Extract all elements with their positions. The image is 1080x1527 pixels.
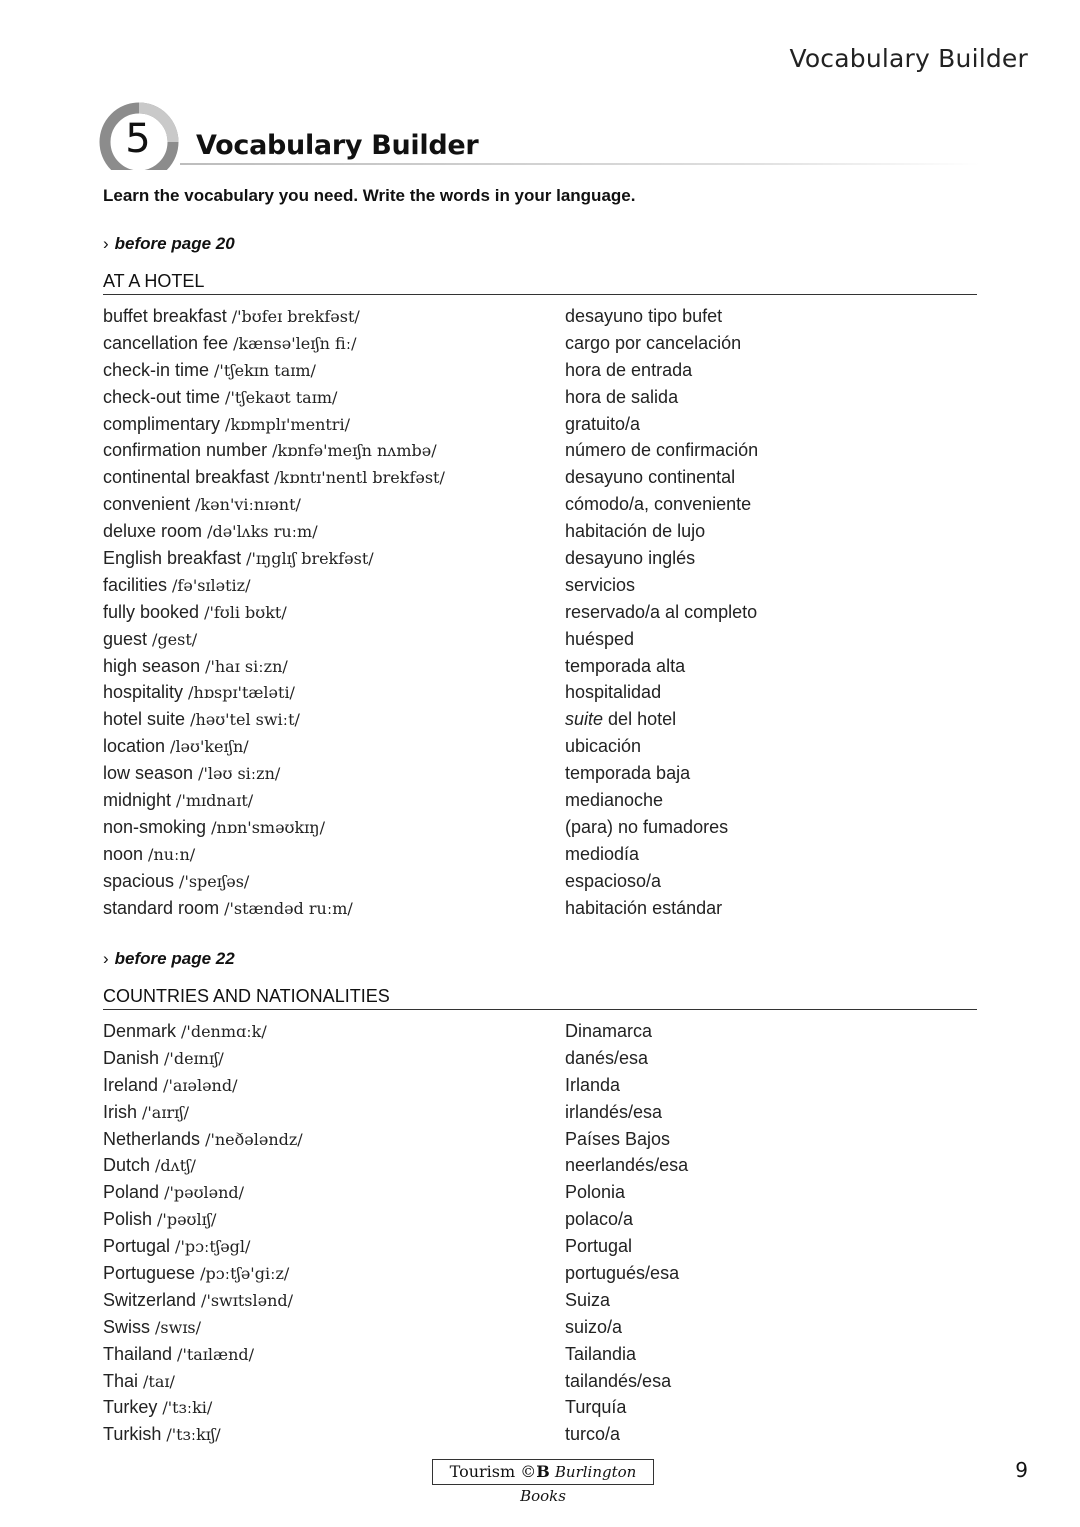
- vocab-translation-text: neerlandés/esa: [565, 1155, 689, 1176]
- vocab-translation: [565, 898, 722, 919]
- section-marker-label: before page 22: [114, 949, 235, 968]
- vocab-translation-text: Dinamarca: [565, 1020, 653, 1041]
- vocab-translation-text: hospitalidad: [565, 682, 662, 703]
- vocab-translation: [565, 1129, 670, 1150]
- vocab-translation: [565, 414, 640, 435]
- vocab-translation-text: tailandés/esa: [565, 1370, 672, 1391]
- section-heading: COUNTRIES AND NATIONALITIES: [103, 986, 390, 1006]
- vocab-term: [103, 682, 565, 703]
- vocab-word: Portuguese: [103, 1262, 196, 1283]
- vocab-pronunciation: /swɪs/: [155, 1317, 202, 1337]
- vocab-translation-text: mediodía: [565, 843, 640, 864]
- list-item: [103, 572, 977, 599]
- list-item: [103, 868, 977, 895]
- vocab-pronunciation: /'denmɑːk/: [181, 1021, 267, 1041]
- vocab-term: [103, 1021, 565, 1042]
- vocab-pronunciation: /'aɪrɪʃ/: [142, 1102, 189, 1122]
- vocab-pronunciation: /'bʊfeɪ brekfəst/: [231, 306, 360, 326]
- vocab-translation-text: desayuno continental: [565, 467, 736, 488]
- vocab-translation: [565, 521, 705, 542]
- vocab-term: [103, 736, 565, 757]
- list-item: [103, 1179, 977, 1206]
- vocab-term: [103, 1371, 565, 1392]
- vocab-pronunciation: /pɔːtʃə'giːz/: [200, 1263, 290, 1283]
- list-item: [103, 1126, 977, 1153]
- vocab-word: facilities: [103, 574, 168, 595]
- list-item: [103, 518, 977, 545]
- vocab-pronunciation: /'pɔːtʃəgl/: [175, 1237, 251, 1257]
- vocab-word: low season: [103, 763, 194, 784]
- vocab-pronunciation: /'ɪŋglɪʃ brekfəst/: [246, 548, 374, 568]
- vocab-translation-text: huésped: [565, 628, 635, 649]
- vocab-translation: [565, 1236, 632, 1257]
- list-item: [103, 357, 977, 384]
- list-item: [103, 437, 977, 464]
- vocab-word: high season: [103, 655, 201, 676]
- vocab-word: continental breakfast: [103, 467, 270, 488]
- vocab-translation: [565, 709, 676, 730]
- vocab-pronunciation: /dʌtʃ/: [155, 1156, 196, 1176]
- vocab-translation-text: portugués/esa: [565, 1262, 680, 1283]
- vocab-translation: [565, 763, 690, 784]
- list-item: [103, 841, 977, 868]
- vocab-term: [103, 360, 565, 381]
- list-item: [103, 303, 977, 330]
- vocab-term: [103, 1129, 565, 1150]
- list-item: [103, 1072, 977, 1099]
- vocab-translation-text: suizo/a: [565, 1316, 623, 1337]
- vocab-translation: [565, 440, 758, 461]
- list-item: [103, 411, 977, 438]
- vocab-translation-text: medianoche: [565, 789, 664, 810]
- vocab-word: deluxe room: [103, 521, 203, 542]
- title-rule: [180, 163, 980, 165]
- vocab-pronunciation: /'tʃekɪn taɪm/: [214, 360, 316, 380]
- footer-credit: [432, 1459, 654, 1505]
- vocab-translation-text: cómodo/a, conveniente: [565, 494, 752, 515]
- vocab-translation: [565, 1209, 633, 1230]
- list-item: [103, 1341, 977, 1368]
- list-item: [103, 545, 977, 572]
- list-item: [103, 1206, 977, 1233]
- vocab-word: hospitality: [103, 682, 184, 703]
- vocab-translation: [565, 1155, 688, 1176]
- footer-publisher: Burlington Books: [520, 1463, 637, 1505]
- vocab-translation-text: Portugal: [565, 1236, 633, 1257]
- vocab-term: [103, 763, 565, 784]
- vocab-term: [103, 1397, 565, 1418]
- list-item: [103, 1233, 977, 1260]
- vocab-word: Denmark: [103, 1020, 177, 1041]
- vocab-word: complimentary: [103, 413, 221, 434]
- vocab-translation-text: desayuno inglés: [565, 547, 696, 568]
- vocab-translation-text: número de confirmación: [565, 440, 759, 461]
- vocab-word: Swiss: [103, 1316, 151, 1337]
- vocab-translation-text: Suiza: [565, 1289, 611, 1310]
- vocab-list-countries: [103, 1018, 977, 1448]
- vocab-word: Ireland: [103, 1074, 159, 1095]
- vocab-term: [103, 871, 565, 892]
- vocab-translation-text: del hotel: [608, 709, 677, 730]
- vocab-word: English breakfast: [103, 547, 242, 568]
- vocab-term: [103, 467, 565, 488]
- vocab-pronunciation: /'pəʊlənd/: [164, 1183, 245, 1203]
- vocab-translation: [565, 360, 692, 381]
- vocab-term: [103, 1263, 565, 1284]
- vocab-list-hotel: [103, 303, 977, 921]
- vocab-translation-text: ubicación: [565, 736, 642, 757]
- vocab-term: [103, 548, 565, 569]
- vocab-term: [103, 387, 565, 408]
- vocab-term: [103, 1424, 565, 1445]
- vocab-word: fully booked: [103, 601, 200, 622]
- vocab-term: [103, 1236, 565, 1257]
- vocab-pronunciation: /ləʊ'keɪʃn/: [170, 737, 249, 757]
- vocab-translation: [565, 602, 757, 623]
- vocab-translation: [565, 1021, 652, 1042]
- vocab-term: [103, 790, 565, 811]
- vocab-translation-text: temporada baja: [565, 763, 691, 784]
- list-item: [103, 1099, 977, 1126]
- vocab-translation-text: hora de salida: [565, 386, 679, 407]
- vocab-word: spacious: [103, 870, 175, 891]
- vocab-term: [103, 414, 565, 435]
- vocab-term: [103, 1209, 565, 1230]
- vocab-term: [103, 494, 565, 515]
- footer-copyright: ©: [520, 1462, 537, 1481]
- vocab-word: Dutch: [103, 1155, 151, 1176]
- vocab-translation: [565, 387, 678, 408]
- vocab-word: midnight: [103, 789, 172, 810]
- vocab-word: non-smoking: [103, 816, 207, 837]
- vocab-translation: [565, 1182, 625, 1203]
- vocab-term: [103, 1075, 565, 1096]
- vocab-translation: [565, 494, 751, 515]
- vocab-word: Switzerland: [103, 1289, 197, 1310]
- running-header: Vocabulary Builder: [789, 44, 1028, 73]
- list-item: [103, 1152, 977, 1179]
- vocab-translation: [565, 871, 661, 892]
- vocab-pronunciation: /'stændəd ruːm/: [224, 898, 353, 918]
- vocab-translation-text: reservado/a al completo: [565, 601, 758, 622]
- vocab-word: location: [103, 736, 166, 757]
- list-item: [103, 814, 977, 841]
- vocab-translation: [565, 467, 735, 488]
- vocab-translation-text: espacioso/a: [565, 870, 662, 891]
- vocab-word: Poland: [103, 1182, 160, 1203]
- vocab-word: Turkey: [103, 1397, 158, 1418]
- vocab-word: check-out time: [103, 386, 221, 407]
- vocab-term: [103, 602, 565, 623]
- list-item: [103, 464, 977, 491]
- vocab-translation-text: desayuno tipo bufet: [565, 305, 723, 326]
- vocab-pronunciation: /'swɪtslənd/: [201, 1290, 294, 1310]
- list-item: [103, 760, 977, 787]
- vocab-translation-text: (para) no fumadores: [565, 816, 729, 837]
- vocab-pronunciation: /'haɪ siːzn/: [205, 656, 288, 676]
- vocab-term: [103, 709, 565, 730]
- vocab-pronunciation: /'neðələndz/: [205, 1129, 303, 1149]
- publisher-logo: B: [536, 1462, 550, 1481]
- vocab-word: Thai: [103, 1370, 139, 1391]
- vocab-term: [103, 306, 565, 327]
- vocab-word: hotel suite: [103, 709, 186, 730]
- page-number: 9: [1015, 1458, 1028, 1482]
- vocab-term: [103, 575, 565, 596]
- vocab-term: [103, 817, 565, 838]
- vocab-translation-text: servicios: [565, 574, 636, 595]
- list-item: [103, 491, 977, 518]
- vocab-translation: [565, 333, 741, 354]
- vocab-word: cancellation fee: [103, 332, 229, 353]
- list-item: [103, 706, 977, 733]
- section-marker: [103, 949, 235, 969]
- section-heading: AT A HOTEL: [103, 271, 205, 291]
- vocab-translation-text: irlandés/esa: [565, 1101, 663, 1122]
- vocab-word: Netherlands: [103, 1128, 201, 1149]
- vocab-word: Turkish: [103, 1424, 162, 1445]
- vocab-translation: [565, 1048, 648, 1069]
- unit-number: 5: [125, 116, 151, 162]
- vocab-translation: [565, 790, 663, 811]
- vocab-translation-text: habitación estándar: [565, 897, 723, 918]
- list-item: [103, 1018, 977, 1045]
- vocab-translation: [565, 1263, 679, 1284]
- vocab-pronunciation: /'deɪnɪʃ/: [164, 1048, 224, 1068]
- vocab-term: [103, 1102, 565, 1123]
- vocab-word: Irish: [103, 1101, 138, 1122]
- list-item: [103, 1045, 977, 1072]
- list-item: [103, 1260, 977, 1287]
- vocab-pronunciation: /'tɜːki/: [162, 1398, 213, 1418]
- vocab-term: [103, 629, 565, 650]
- vocab-translation: [565, 548, 695, 569]
- vocab-word: convenient: [103, 494, 191, 515]
- vocab-translation-text: cargo por cancelación: [565, 332, 742, 353]
- vocab-term: [103, 1344, 565, 1365]
- vocab-word: Danish: [103, 1047, 160, 1068]
- vocab-word: buffet breakfast: [103, 305, 227, 326]
- vocab-word: confirmation number: [103, 440, 268, 461]
- vocab-word: check-in time: [103, 359, 210, 380]
- vocab-pronunciation: /'speɪʃəs/: [179, 871, 250, 891]
- list-item: [103, 384, 977, 411]
- vocab-pronunciation: /'mɪdnaɪt/: [176, 790, 254, 810]
- chevron-right-icon: ›: [103, 949, 109, 968]
- vocab-pronunciation: /'pəʊlɪʃ/: [157, 1210, 217, 1230]
- vocab-pronunciation: /'fʊli bʊkt/: [204, 602, 287, 622]
- vocab-pronunciation: /'aɪələnd/: [163, 1075, 238, 1095]
- vocab-translation-text: Países Bajos: [565, 1128, 671, 1149]
- vocab-pronunciation: /kɒmplɪ'mentri/: [225, 414, 350, 434]
- instructions: Learn the vocabulary you need. Write the words in your language.: [103, 186, 636, 205]
- vocab-pronunciation: /taɪ/: [143, 1371, 175, 1391]
- vocab-translation-text: Polonia: [565, 1182, 626, 1203]
- vocab-term: [103, 1048, 565, 1069]
- section-rule: [103, 294, 977, 295]
- vocab-pronunciation: /'taɪlænd/: [177, 1344, 255, 1364]
- vocab-pronunciation: /'tʃekaʊt taɪm/: [225, 387, 338, 407]
- page-title: Vocabulary Builder: [196, 130, 479, 161]
- list-item: [103, 626, 977, 653]
- vocab-translation: [565, 629, 634, 650]
- vocab-translation-text: gratuito/a: [565, 413, 641, 434]
- vocab-term: [103, 898, 565, 919]
- vocab-word: noon: [103, 843, 144, 864]
- vocab-pronunciation: /'tɜːkɪʃ/: [166, 1425, 221, 1445]
- vocab-translation-text: turco/a: [565, 1424, 621, 1445]
- list-item: [103, 599, 977, 626]
- vocab-translation: [565, 575, 635, 596]
- chevron-right-icon: ›: [103, 234, 109, 253]
- vocab-word: Portugal: [103, 1236, 171, 1257]
- vocab-translation-italic: suite: [565, 709, 604, 730]
- vocab-pronunciation: /'ləʊ siːzn/: [198, 764, 281, 784]
- vocab-term: [103, 1182, 565, 1203]
- vocab-translation: [565, 1371, 671, 1392]
- vocab-translation-text: hora de entrada: [565, 359, 693, 380]
- section-marker: [103, 234, 235, 254]
- vocab-term: [103, 440, 565, 461]
- vocab-pronunciation: /də'lʌks ruːm/: [207, 522, 318, 542]
- vocab-translation: [565, 1290, 610, 1311]
- vocab-translation-text: Tailandia: [565, 1343, 637, 1364]
- list-item: [103, 679, 977, 706]
- vocab-translation: [565, 1102, 662, 1123]
- vocab-term: [103, 333, 565, 354]
- vocab-pronunciation: /kən'viːnɪənt/: [195, 495, 301, 515]
- vocab-translation-text: temporada alta: [565, 655, 686, 676]
- vocab-translation-text: danés/esa: [565, 1047, 649, 1068]
- vocab-translation: [565, 844, 639, 865]
- vocab-word: guest: [103, 628, 148, 649]
- vocab-pronunciation: /kɒntɪ'nentl brekfəst/: [274, 468, 445, 488]
- vocab-pronunciation: /nuːn/: [148, 844, 196, 864]
- vocab-translation-text: habitación de lujo: [565, 521, 706, 542]
- vocab-pronunciation: /nɒn'sməʊkɪŋ/: [211, 817, 325, 837]
- vocab-pronunciation: /kɒnfə'meɪʃn nʌmbə/: [272, 441, 437, 461]
- vocab-translation-text: polaco/a: [565, 1209, 634, 1230]
- vocab-translation: [565, 682, 661, 703]
- vocab-word: Polish: [103, 1209, 153, 1230]
- vocab-translation: [565, 1344, 636, 1365]
- vocab-pronunciation: /hɒspɪ'tæləti/: [188, 683, 295, 703]
- vocab-term: [103, 1155, 565, 1176]
- vocab-translation: [565, 1397, 626, 1418]
- list-item: [103, 1421, 977, 1448]
- section-marker-label: before page 20: [114, 234, 235, 253]
- list-item: [103, 1368, 977, 1395]
- vocab-pronunciation: /fə'sɪlətiz/: [172, 575, 251, 595]
- vocab-translation: [565, 1424, 620, 1445]
- vocab-translation-text: Irlanda: [565, 1074, 621, 1095]
- vocab-term: [103, 1317, 565, 1338]
- list-item: [103, 1287, 977, 1314]
- list-item: [103, 653, 977, 680]
- vocab-translation: [565, 306, 722, 327]
- vocab-pronunciation: /kænsə'leɪʃn fiː/: [233, 333, 357, 353]
- vocab-translation: [565, 1075, 620, 1096]
- list-item: [103, 1394, 977, 1421]
- vocab-term: [103, 521, 565, 542]
- footer-book: Tourism: [449, 1462, 516, 1481]
- vocab-pronunciation: /gest/: [152, 629, 198, 649]
- vocab-pronunciation: /həʊ'tel swiːt/: [190, 710, 300, 730]
- vocab-translation: [565, 817, 728, 838]
- vocab-word: Thailand: [103, 1343, 173, 1364]
- vocab-translation: [565, 656, 685, 677]
- vocab-word: standard room: [103, 897, 220, 918]
- vocab-term: [103, 656, 565, 677]
- section-rule: [103, 1009, 977, 1010]
- list-item: [103, 787, 977, 814]
- vocab-translation: [565, 1317, 622, 1338]
- list-item: [103, 330, 977, 357]
- vocab-term: [103, 1290, 565, 1311]
- vocab-term: [103, 844, 565, 865]
- list-item: [103, 895, 977, 922]
- vocab-translation-text: Turquía: [565, 1397, 627, 1418]
- list-item: [103, 733, 977, 760]
- vocab-translation: [565, 736, 641, 757]
- list-item: [103, 1314, 977, 1341]
